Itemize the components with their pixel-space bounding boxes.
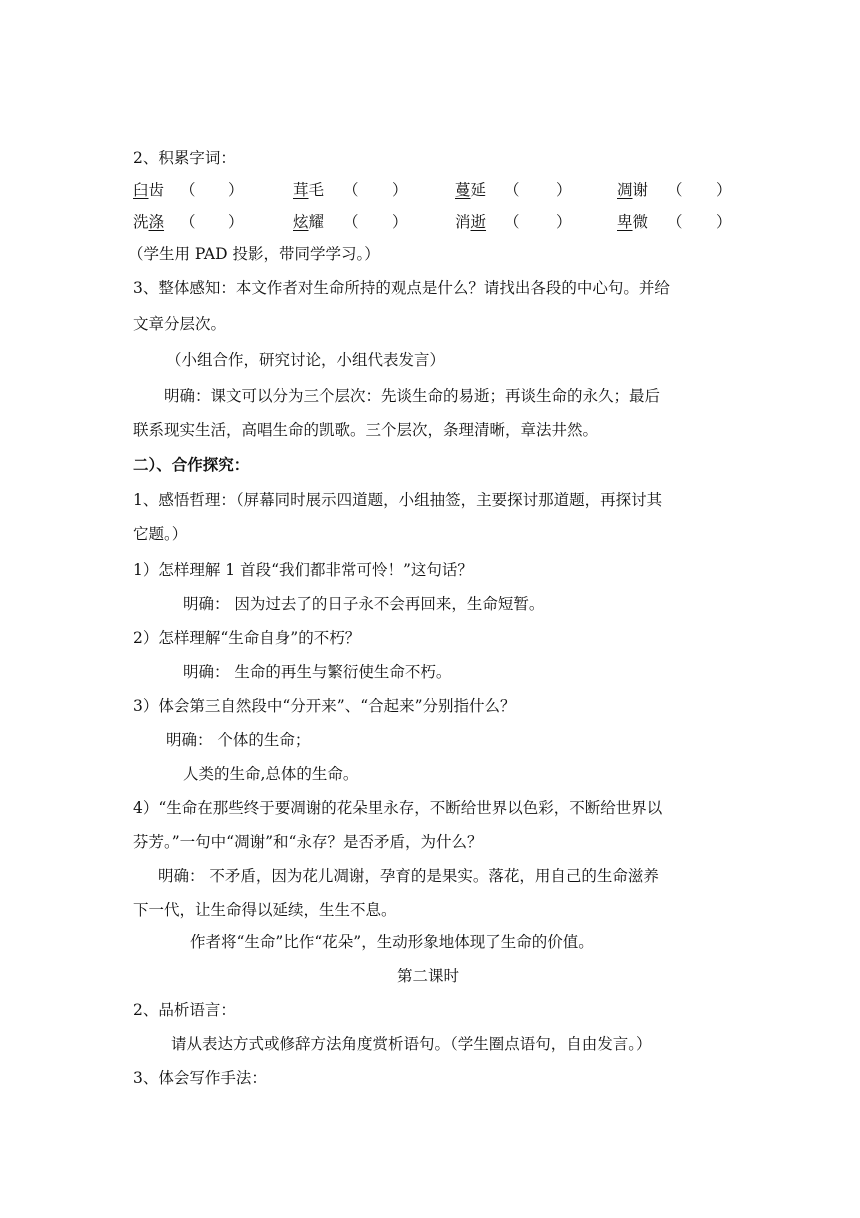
answer-4-line-1: 明确： 不矛盾，因为花儿凋谢，孕育的是果实。落花，用自己的生命滋养 (158, 867, 659, 885)
second-lesson-title: 第二课时 (397, 967, 460, 985)
insight-line-1: 1、感悟哲理：（屏幕同时展示四道题，小组抽签，主要探讨那道题，再探讨其 (133, 491, 663, 509)
vocab-char: 谢 (632, 181, 649, 199)
answer-3-line-1: 明确： 个体的生命； (166, 731, 311, 749)
blank-open: （ (667, 213, 683, 231)
question-3: 3）体会第三自然段中“分开来”、“合起来”分别指什么？ (133, 697, 516, 715)
vocab-char: 延 (470, 181, 487, 199)
question-4-line-1: 4）“生命在那些终于要凋谢的花朵里永存，不断给世界以色彩，不断给世界以 (133, 799, 663, 817)
vocab-item-3 (455, 180, 486, 200)
question-1: 1）怎样理解 1 首段“我们都非常可怜！”这句话？ (133, 561, 473, 579)
blank-close: ） (228, 213, 244, 231)
clarify-line-2: 联系现实生活，高唱生命的凯歌。三个层次，条理清晰，章法井然。 (133, 421, 599, 439)
vocab-item-5 (133, 212, 164, 232)
blank-open: （ (343, 213, 359, 231)
blank-close: ） (556, 181, 572, 199)
vocab-underlined-char: 卑 (617, 213, 633, 231)
vocab-char: 齿 (148, 181, 165, 199)
answer-3-line-2: 人类的生命,总体的生命。 (183, 765, 359, 783)
answer-1: 明确： 因为过去了的日子永不会再回来，生命短暂。 (183, 595, 545, 613)
blank-open: （ (504, 181, 520, 199)
vocab-char: 耀 (308, 213, 325, 231)
clarify-line-1: 明确：课文可以分为三个层次：先谈生命的易逝；再谈生命的永久；最后 (164, 387, 661, 405)
blank-close: ） (392, 181, 408, 199)
blank-close: ） (392, 213, 408, 231)
vocab-char: 消 (455, 213, 471, 231)
question-4-line-2: 芬芳。”一句中“凋谢”和“永存？是否矛盾，为什么？ (133, 833, 483, 851)
vocab-item-7 (455, 212, 486, 232)
blank-close: ） (228, 181, 244, 199)
language-heading: 2、品析语言： (133, 1001, 236, 1019)
vocab-underlined-char: 凋 (617, 181, 633, 199)
blank-open: （ (180, 213, 196, 231)
vocab-underlined-char: 蔓 (455, 181, 471, 199)
vocab-char: 毛 (308, 181, 325, 199)
answer-4-line-2: 下一代，让生命得以延续，生生不息。 (133, 901, 397, 919)
group-note: （小组合作，研究讨论，小组代表发言） (166, 351, 446, 369)
blank-close: ） (716, 181, 732, 199)
blank-open: （ (504, 213, 520, 231)
vocab-item-2 (293, 180, 324, 200)
perception-line-1: 3、整体感知：本文作者对生命所持的观点是什么？请找出各段的中心句。并给 (133, 279, 670, 297)
answer-4-line-3: 作者将“生命”比作“花朵”，生动形象地体现了生命的价值。 (190, 933, 594, 951)
blank-open: （ (343, 181, 359, 199)
vocab-underlined-char: 涤 (148, 213, 165, 231)
pad-note: （学生用 PAD 投影，带同学学习。） (128, 245, 380, 263)
vocab-underlined-char: 炫 (293, 213, 309, 231)
vocab-underlined-char: 茸 (293, 181, 309, 199)
blank-open: （ (667, 181, 683, 199)
vocab-item-4 (617, 180, 648, 200)
perception-line-2: 文章分层次。 (133, 315, 227, 333)
blank-close: ） (556, 213, 572, 231)
vocab-underlined-char: 逝 (470, 213, 487, 231)
vocab-char: 洗 (133, 213, 149, 231)
blank-close: ） (716, 213, 732, 231)
blank-open: （ (180, 181, 196, 199)
writing-heading: 3、体会写作手法： (133, 1069, 267, 1087)
coop-heading: 二）、合作探究： (133, 455, 250, 474)
vocab-char: 微 (632, 213, 649, 231)
language-note: 请从表达方式或修辞方法角度赏析语句。（学生圈点语句，自由发言。） (171, 1035, 652, 1053)
vocab-item-1 (133, 180, 164, 200)
answer-2: 明确： 生命的再生与繁衍使生命不朽。 (183, 663, 452, 681)
vocab-underlined-char: 臼 (133, 181, 149, 199)
vocab-item-6 (293, 212, 324, 232)
accumulate-heading: 2、积累字词： (133, 149, 236, 167)
vocab-item-8 (617, 212, 648, 232)
question-2: 2）怎样理解“生命自身”的不朽？ (133, 629, 361, 647)
insight-line-2: 它题。） (133, 525, 188, 543)
